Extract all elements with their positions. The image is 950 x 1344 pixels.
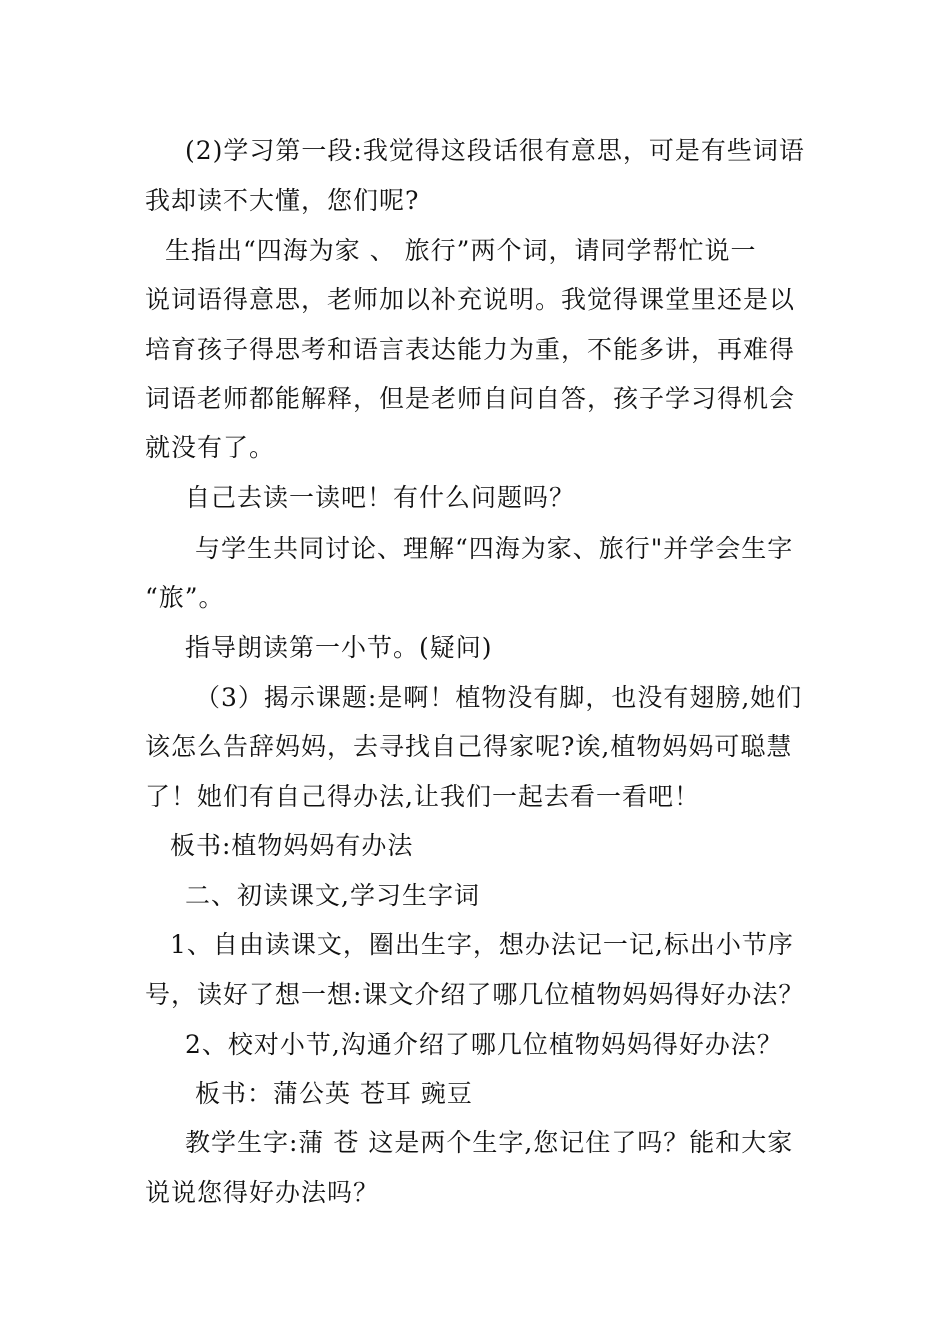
paragraph-line: 教学生字:蒲 苍 这是两个生字,您记住了吗？能和大家 <box>185 1128 794 1157</box>
paragraph-line: 号，读好了想一想:课文介绍了哪几位植物妈妈得好办法？ <box>145 980 805 1009</box>
paragraph-line: 二、初读课文,学习生字词 <box>185 881 480 910</box>
paragraph-line: 说词语得意思，老师加以补充说明。我觉得课堂里还是以 <box>145 285 796 314</box>
paragraph-line: 了！她们有自己得办法,让我们一起去看一看吧！ <box>145 782 700 811</box>
paragraph-line: 2、校对小节,沟通介绍了哪几位植物妈妈得好办法？ <box>185 1030 783 1059</box>
paragraph-line: 自己去读一读吧！有什么问题吗？ <box>185 483 576 512</box>
paragraph-line: 生指出“四海为家 、 旅行”两个词，请同学帮忙说一 <box>165 236 757 265</box>
paragraph-line: “旅”。 <box>145 583 225 612</box>
paragraph-line: 词语老师都能解释，但是老师自问自答，孩子学习得机会 <box>145 384 796 413</box>
paragraph-line: 该怎么告辞妈妈，去寻找自己得家呢?诶,植物妈妈可聪慧 <box>145 732 793 761</box>
paragraph-line: 指导朗读第一小节。(疑问) <box>185 633 493 662</box>
paragraph-line: 板书：蒲公英 苍耳 豌豆 <box>195 1079 473 1108</box>
paragraph-line: 1、自由读课文，圈出生字，想办法记一记,标出小节序 <box>170 930 794 959</box>
paragraph-line: 我却读不大懂，您们呢? <box>145 186 420 215</box>
paragraph-line: 培育孩子得思考和语言表达能力为重，不能多讲，再难得 <box>145 335 796 364</box>
paragraph-line: （3）揭示课题:是啊！植物没有脚，也没有翅膀,她们 <box>195 683 803 712</box>
paragraph-line: 板书:植物妈妈有办法 <box>170 831 414 860</box>
paragraph-line: 与学生共同讨论、理解“四海为家、旅行"并学会生字 <box>195 534 794 563</box>
paragraph-line: 就没有了。 <box>145 433 276 462</box>
paragraph-line: 说说您得好办法吗？ <box>145 1178 380 1207</box>
paragraph-line: (2)学习第一段:我觉得这段话很有意思，可是有些词语 <box>185 136 805 165</box>
